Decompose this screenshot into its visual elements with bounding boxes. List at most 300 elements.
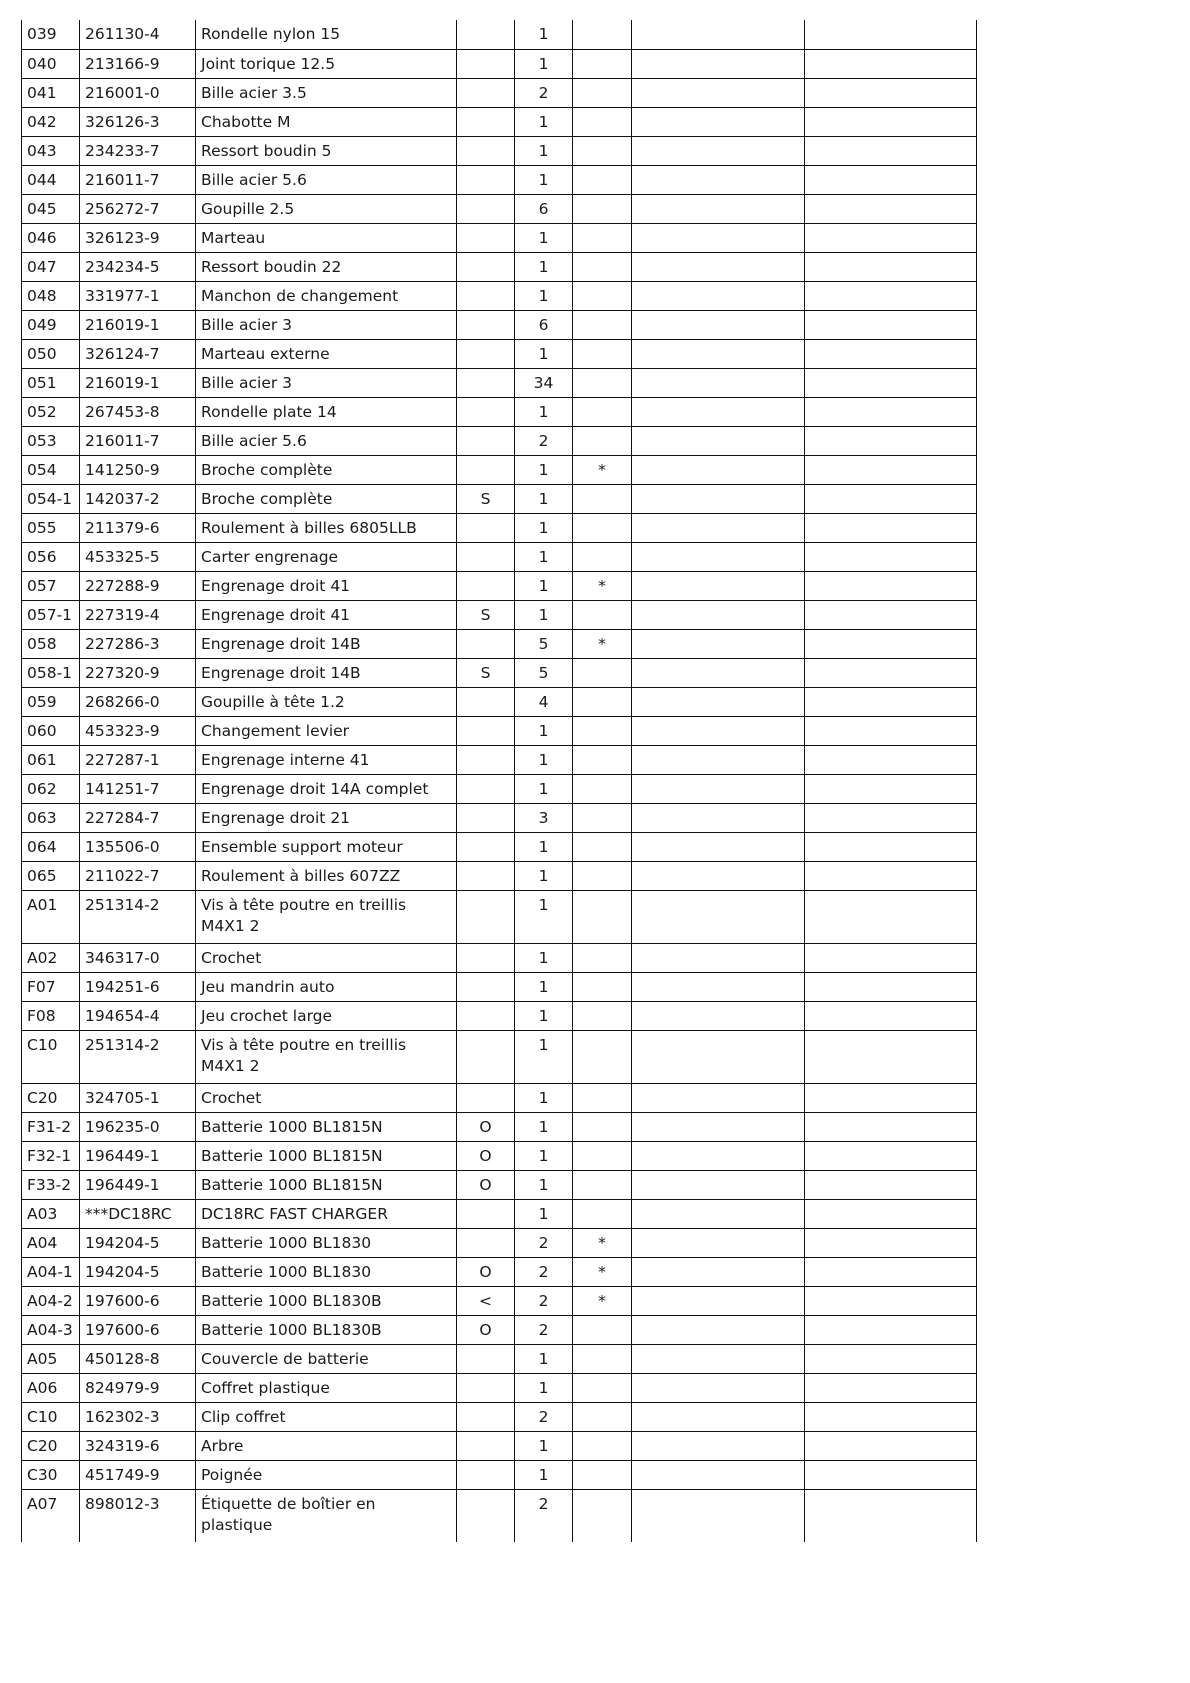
note-cell: < bbox=[457, 1286, 515, 1315]
quantity-cell: 1 bbox=[515, 1112, 573, 1141]
empty-cell bbox=[805, 136, 977, 165]
note-cell bbox=[457, 513, 515, 542]
quantity-cell: 2 bbox=[515, 1286, 573, 1315]
ref-cell: A07 bbox=[22, 1489, 80, 1542]
quantity-cell: 1 bbox=[515, 972, 573, 1001]
flag-cell bbox=[573, 252, 632, 281]
table-row bbox=[22, 1083, 977, 1112]
flag-cell bbox=[573, 1431, 632, 1460]
flag-cell bbox=[573, 1001, 632, 1030]
ref-cell: 061 bbox=[22, 745, 80, 774]
note-cell bbox=[457, 20, 515, 49]
description-cell: Coffret plastique bbox=[196, 1373, 457, 1402]
empty-cell bbox=[632, 803, 805, 832]
part-number-cell: 213166-9 bbox=[80, 49, 196, 78]
empty-cell bbox=[632, 1170, 805, 1199]
table-row bbox=[22, 890, 977, 943]
empty-cell bbox=[805, 972, 977, 1001]
empty-cell bbox=[632, 1286, 805, 1315]
ref-cell: 041 bbox=[22, 78, 80, 107]
note-cell bbox=[457, 1373, 515, 1402]
description-cell: Goupille à tête 1.2 bbox=[196, 687, 457, 716]
ref-cell: F32-1 bbox=[22, 1141, 80, 1170]
ref-cell: 054-1 bbox=[22, 484, 80, 513]
quantity-cell: 1 bbox=[515, 252, 573, 281]
ref-cell: 052 bbox=[22, 397, 80, 426]
description-cell: Batterie 1000 BL1830 bbox=[196, 1257, 457, 1286]
part-number-cell: 211379-6 bbox=[80, 513, 196, 542]
note-cell bbox=[457, 49, 515, 78]
note-cell bbox=[457, 629, 515, 658]
ref-cell: 051 bbox=[22, 368, 80, 397]
table-row bbox=[22, 1373, 977, 1402]
note-cell bbox=[457, 455, 515, 484]
ref-cell: 048 bbox=[22, 281, 80, 310]
table-row bbox=[22, 1112, 977, 1141]
quantity-cell: 1 bbox=[515, 1199, 573, 1228]
empty-cell bbox=[805, 281, 977, 310]
description-cell: Rondelle plate 14 bbox=[196, 397, 457, 426]
empty-cell bbox=[805, 1199, 977, 1228]
flag-cell bbox=[573, 484, 632, 513]
empty-cell bbox=[632, 368, 805, 397]
flag-cell bbox=[573, 310, 632, 339]
flag-cell: * bbox=[573, 1286, 632, 1315]
ref-cell: A01 bbox=[22, 890, 80, 943]
note-cell: O bbox=[457, 1141, 515, 1170]
description-cell: Engrenage droit 41 bbox=[196, 600, 457, 629]
table-row bbox=[22, 107, 977, 136]
description-cell: Roulement à billes 6805LLB bbox=[196, 513, 457, 542]
note-cell bbox=[457, 165, 515, 194]
part-number-cell: 453323-9 bbox=[80, 716, 196, 745]
table-row bbox=[22, 832, 977, 861]
description-cell: Crochet bbox=[196, 1083, 457, 1112]
flag-cell bbox=[573, 1373, 632, 1402]
table-row bbox=[22, 252, 977, 281]
flag-cell bbox=[573, 542, 632, 571]
quantity-cell: 1 bbox=[515, 745, 573, 774]
empty-cell bbox=[632, 745, 805, 774]
note-cell bbox=[457, 1001, 515, 1030]
empty-cell bbox=[632, 165, 805, 194]
description-cell: Bille acier 3.5 bbox=[196, 78, 457, 107]
ref-cell: F07 bbox=[22, 972, 80, 1001]
part-number-cell: 261130-4 bbox=[80, 20, 196, 49]
flag-cell bbox=[573, 1030, 632, 1083]
ref-cell: C10 bbox=[22, 1030, 80, 1083]
ref-cell: 043 bbox=[22, 136, 80, 165]
part-number-cell: 194251-6 bbox=[80, 972, 196, 1001]
flag-cell bbox=[573, 223, 632, 252]
part-number-cell: 227288-9 bbox=[80, 571, 196, 600]
table-row bbox=[22, 165, 977, 194]
description-cell: Ensemble support moteur bbox=[196, 832, 457, 861]
part-number-cell: 331977-1 bbox=[80, 281, 196, 310]
quantity-cell: 1 bbox=[515, 455, 573, 484]
empty-cell bbox=[632, 774, 805, 803]
empty-cell bbox=[632, 49, 805, 78]
part-number-cell: 196235-0 bbox=[80, 1112, 196, 1141]
empty-cell bbox=[632, 1228, 805, 1257]
note-cell bbox=[457, 223, 515, 252]
ref-cell: 045 bbox=[22, 194, 80, 223]
empty-cell bbox=[805, 49, 977, 78]
quantity-cell: 1 bbox=[515, 1083, 573, 1112]
ref-cell: C20 bbox=[22, 1431, 80, 1460]
quantity-cell: 1 bbox=[515, 397, 573, 426]
note-cell bbox=[457, 803, 515, 832]
description-cell: Bille acier 5.6 bbox=[196, 426, 457, 455]
table-row bbox=[22, 310, 977, 339]
ref-cell: C30 bbox=[22, 1460, 80, 1489]
description-cell: Bille acier 3 bbox=[196, 310, 457, 339]
description-cell: Vis à tête poutre en treillis M4X1 2 bbox=[196, 890, 457, 943]
quantity-cell: 1 bbox=[515, 832, 573, 861]
description-cell: Batterie 1000 BL1830 bbox=[196, 1228, 457, 1257]
empty-cell bbox=[805, 107, 977, 136]
description-cell: Poignée bbox=[196, 1460, 457, 1489]
quantity-cell: 34 bbox=[515, 368, 573, 397]
note-cell bbox=[457, 397, 515, 426]
quantity-cell: 1 bbox=[515, 716, 573, 745]
note-cell bbox=[457, 1344, 515, 1373]
table-row bbox=[22, 484, 977, 513]
part-number-cell: 141251-7 bbox=[80, 774, 196, 803]
description-cell: Batterie 1000 BL1830B bbox=[196, 1286, 457, 1315]
flag-cell bbox=[573, 20, 632, 49]
note-cell: S bbox=[457, 600, 515, 629]
table-row bbox=[22, 629, 977, 658]
table-row bbox=[22, 455, 977, 484]
table-row bbox=[22, 1489, 977, 1542]
quantity-cell: 1 bbox=[515, 1460, 573, 1489]
empty-cell bbox=[805, 1460, 977, 1489]
table-row bbox=[22, 20, 977, 49]
part-number-cell: 234234-5 bbox=[80, 252, 196, 281]
description-cell: Goupille 2.5 bbox=[196, 194, 457, 223]
quantity-cell: 1 bbox=[515, 571, 573, 600]
empty-cell bbox=[805, 1286, 977, 1315]
ref-cell: 063 bbox=[22, 803, 80, 832]
note-cell bbox=[457, 774, 515, 803]
description-cell: Engrenage interne 41 bbox=[196, 745, 457, 774]
table-row bbox=[22, 281, 977, 310]
part-number-cell: 216011-7 bbox=[80, 165, 196, 194]
empty-cell bbox=[805, 1112, 977, 1141]
parts-list-table bbox=[21, 20, 977, 1542]
note-cell: S bbox=[457, 484, 515, 513]
ref-cell: 055 bbox=[22, 513, 80, 542]
part-number-cell: 326124-7 bbox=[80, 339, 196, 368]
empty-cell bbox=[632, 1001, 805, 1030]
ref-cell: F08 bbox=[22, 1001, 80, 1030]
empty-cell bbox=[805, 1001, 977, 1030]
description-cell: Engrenage droit 14A complet bbox=[196, 774, 457, 803]
empty-cell bbox=[805, 78, 977, 107]
empty-cell bbox=[805, 716, 977, 745]
quantity-cell: 2 bbox=[515, 426, 573, 455]
ref-cell: 054 bbox=[22, 455, 80, 484]
flag-cell bbox=[573, 368, 632, 397]
empty-cell bbox=[805, 165, 977, 194]
empty-cell bbox=[805, 1373, 977, 1402]
ref-cell: 044 bbox=[22, 165, 80, 194]
part-number-cell: 141250-9 bbox=[80, 455, 196, 484]
note-cell bbox=[457, 745, 515, 774]
quantity-cell: 1 bbox=[515, 1170, 573, 1199]
empty-cell bbox=[632, 513, 805, 542]
part-number-cell: 194204-5 bbox=[80, 1257, 196, 1286]
ref-cell: A04-3 bbox=[22, 1315, 80, 1344]
empty-cell bbox=[632, 455, 805, 484]
part-number-cell: 251314-2 bbox=[80, 1030, 196, 1083]
description-cell: Clip coffret bbox=[196, 1402, 457, 1431]
table-row bbox=[22, 1001, 977, 1030]
description-cell: Ressort boudin 22 bbox=[196, 252, 457, 281]
part-number-cell: 194654-4 bbox=[80, 1001, 196, 1030]
quantity-cell: 1 bbox=[515, 513, 573, 542]
description-cell: Couvercle de batterie bbox=[196, 1344, 457, 1373]
table-row bbox=[22, 426, 977, 455]
part-number-cell: 453325-5 bbox=[80, 542, 196, 571]
part-number-cell: 227284-7 bbox=[80, 803, 196, 832]
empty-cell bbox=[632, 1373, 805, 1402]
quantity-cell: 1 bbox=[515, 1373, 573, 1402]
flag-cell bbox=[573, 658, 632, 687]
empty-cell bbox=[805, 368, 977, 397]
empty-cell bbox=[632, 687, 805, 716]
quantity-cell: 2 bbox=[515, 1315, 573, 1344]
empty-cell bbox=[805, 1257, 977, 1286]
empty-cell bbox=[632, 107, 805, 136]
empty-cell bbox=[632, 136, 805, 165]
flag-cell bbox=[573, 972, 632, 1001]
flag-cell bbox=[573, 194, 632, 223]
quantity-cell: 2 bbox=[515, 1257, 573, 1286]
flag-cell bbox=[573, 78, 632, 107]
empty-cell bbox=[632, 1344, 805, 1373]
part-number-cell: 197600-6 bbox=[80, 1315, 196, 1344]
flag-cell bbox=[573, 49, 632, 78]
note-cell bbox=[457, 1228, 515, 1257]
part-number-cell: 142037-2 bbox=[80, 484, 196, 513]
flag-cell: * bbox=[573, 629, 632, 658]
quantity-cell: 1 bbox=[515, 1344, 573, 1373]
quantity-cell: 1 bbox=[515, 49, 573, 78]
ref-cell: 050 bbox=[22, 339, 80, 368]
empty-cell bbox=[632, 1199, 805, 1228]
note-cell bbox=[457, 1431, 515, 1460]
empty-cell bbox=[805, 542, 977, 571]
part-number-cell: 451749-9 bbox=[80, 1460, 196, 1489]
part-number-cell: 324319-6 bbox=[80, 1431, 196, 1460]
part-number-cell: 234233-7 bbox=[80, 136, 196, 165]
table-row bbox=[22, 339, 977, 368]
flag-cell bbox=[573, 513, 632, 542]
description-cell: Joint torique 12.5 bbox=[196, 49, 457, 78]
description-cell: Jeu mandrin auto bbox=[196, 972, 457, 1001]
flag-cell bbox=[573, 1344, 632, 1373]
ref-cell: A06 bbox=[22, 1373, 80, 1402]
flag-cell bbox=[573, 687, 632, 716]
note-cell bbox=[457, 861, 515, 890]
empty-cell bbox=[805, 890, 977, 943]
note-cell bbox=[457, 194, 515, 223]
description-cell: Marteau externe bbox=[196, 339, 457, 368]
part-number-cell: 251314-2 bbox=[80, 890, 196, 943]
empty-cell bbox=[632, 1141, 805, 1170]
ref-cell: 047 bbox=[22, 252, 80, 281]
note-cell: O bbox=[457, 1315, 515, 1344]
ref-cell: F33-2 bbox=[22, 1170, 80, 1199]
quantity-cell: 1 bbox=[515, 281, 573, 310]
note-cell bbox=[457, 571, 515, 600]
part-number-cell: 162302-3 bbox=[80, 1402, 196, 1431]
note-cell bbox=[457, 368, 515, 397]
table-row bbox=[22, 1344, 977, 1373]
quantity-cell: 1 bbox=[515, 1030, 573, 1083]
quantity-cell: 1 bbox=[515, 1001, 573, 1030]
table-row bbox=[22, 513, 977, 542]
note-cell bbox=[457, 716, 515, 745]
empty-cell bbox=[805, 745, 977, 774]
empty-cell bbox=[805, 1489, 977, 1542]
flag-cell bbox=[573, 943, 632, 972]
ref-cell: 057-1 bbox=[22, 600, 80, 629]
quantity-cell: 1 bbox=[515, 165, 573, 194]
flag-cell bbox=[573, 1489, 632, 1542]
flag-cell bbox=[573, 600, 632, 629]
flag-cell bbox=[573, 107, 632, 136]
note-cell: S bbox=[457, 658, 515, 687]
empty-cell bbox=[632, 1257, 805, 1286]
ref-cell: 053 bbox=[22, 426, 80, 455]
flag-cell bbox=[573, 165, 632, 194]
ref-cell: C20 bbox=[22, 1083, 80, 1112]
empty-cell bbox=[632, 571, 805, 600]
empty-cell bbox=[805, 455, 977, 484]
flag-cell bbox=[573, 1141, 632, 1170]
description-cell: Marteau bbox=[196, 223, 457, 252]
ref-cell: 065 bbox=[22, 861, 80, 890]
description-cell: Ressort boudin 5 bbox=[196, 136, 457, 165]
empty-cell bbox=[632, 310, 805, 339]
ref-cell: 049 bbox=[22, 310, 80, 339]
table-row bbox=[22, 716, 977, 745]
ref-cell: 039 bbox=[22, 20, 80, 49]
empty-cell bbox=[632, 20, 805, 49]
quantity-cell: 1 bbox=[515, 774, 573, 803]
note-cell bbox=[457, 832, 515, 861]
note-cell bbox=[457, 252, 515, 281]
parts-table-body bbox=[22, 20, 977, 1542]
quantity-cell: 1 bbox=[515, 20, 573, 49]
flag-cell bbox=[573, 890, 632, 943]
flag-cell bbox=[573, 426, 632, 455]
ref-cell: A04 bbox=[22, 1228, 80, 1257]
ref-cell: 064 bbox=[22, 832, 80, 861]
flag-cell bbox=[573, 745, 632, 774]
table-row bbox=[22, 1170, 977, 1199]
table-row bbox=[22, 136, 977, 165]
part-number-cell: 267453-8 bbox=[80, 397, 196, 426]
flag-cell bbox=[573, 136, 632, 165]
table-row bbox=[22, 687, 977, 716]
note-cell bbox=[457, 339, 515, 368]
description-cell: Chabotte M bbox=[196, 107, 457, 136]
flag-cell bbox=[573, 1460, 632, 1489]
quantity-cell: 1 bbox=[515, 339, 573, 368]
empty-cell bbox=[632, 1030, 805, 1083]
empty-cell bbox=[632, 542, 805, 571]
table-row bbox=[22, 1199, 977, 1228]
empty-cell bbox=[632, 972, 805, 1001]
table-row bbox=[22, 397, 977, 426]
quantity-cell: 1 bbox=[515, 943, 573, 972]
table-row bbox=[22, 803, 977, 832]
quantity-cell: 2 bbox=[515, 78, 573, 107]
ref-cell: 046 bbox=[22, 223, 80, 252]
description-cell: Étiquette de boîtier en plastique bbox=[196, 1489, 457, 1542]
empty-cell bbox=[632, 600, 805, 629]
part-number-cell: 227320-9 bbox=[80, 658, 196, 687]
table-row bbox=[22, 972, 977, 1001]
empty-cell bbox=[632, 832, 805, 861]
empty-cell bbox=[632, 1431, 805, 1460]
empty-cell bbox=[632, 890, 805, 943]
part-number-cell: 450128-8 bbox=[80, 1344, 196, 1373]
table-row bbox=[22, 1431, 977, 1460]
empty-cell bbox=[805, 20, 977, 49]
part-number-cell: 211022-7 bbox=[80, 861, 196, 890]
note-cell: O bbox=[457, 1257, 515, 1286]
description-cell: Bille acier 5.6 bbox=[196, 165, 457, 194]
quantity-cell: 1 bbox=[515, 107, 573, 136]
ref-cell: A05 bbox=[22, 1344, 80, 1373]
empty-cell bbox=[632, 1489, 805, 1542]
empty-cell bbox=[632, 1112, 805, 1141]
empty-cell bbox=[805, 571, 977, 600]
part-number-cell: 216011-7 bbox=[80, 426, 196, 455]
note-cell bbox=[457, 1402, 515, 1431]
empty-cell bbox=[805, 832, 977, 861]
ref-cell: C10 bbox=[22, 1402, 80, 1431]
description-cell: Arbre bbox=[196, 1431, 457, 1460]
quantity-cell: 1 bbox=[515, 136, 573, 165]
empty-cell bbox=[632, 1315, 805, 1344]
ref-cell: 060 bbox=[22, 716, 80, 745]
table-row bbox=[22, 1286, 977, 1315]
quantity-cell: 5 bbox=[515, 658, 573, 687]
table-row bbox=[22, 542, 977, 571]
quantity-cell: 1 bbox=[515, 861, 573, 890]
quantity-cell: 1 bbox=[515, 484, 573, 513]
table-row bbox=[22, 943, 977, 972]
description-cell: Batterie 1000 BL1830B bbox=[196, 1315, 457, 1344]
part-number-cell: 227286-3 bbox=[80, 629, 196, 658]
empty-cell bbox=[805, 194, 977, 223]
flag-cell bbox=[573, 281, 632, 310]
description-cell: Broche complète bbox=[196, 455, 457, 484]
description-cell: Carter engrenage bbox=[196, 542, 457, 571]
quantity-cell: 4 bbox=[515, 687, 573, 716]
quantity-cell: 2 bbox=[515, 1489, 573, 1542]
flag-cell: * bbox=[573, 455, 632, 484]
flag-cell bbox=[573, 774, 632, 803]
table-row bbox=[22, 600, 977, 629]
empty-cell bbox=[805, 658, 977, 687]
